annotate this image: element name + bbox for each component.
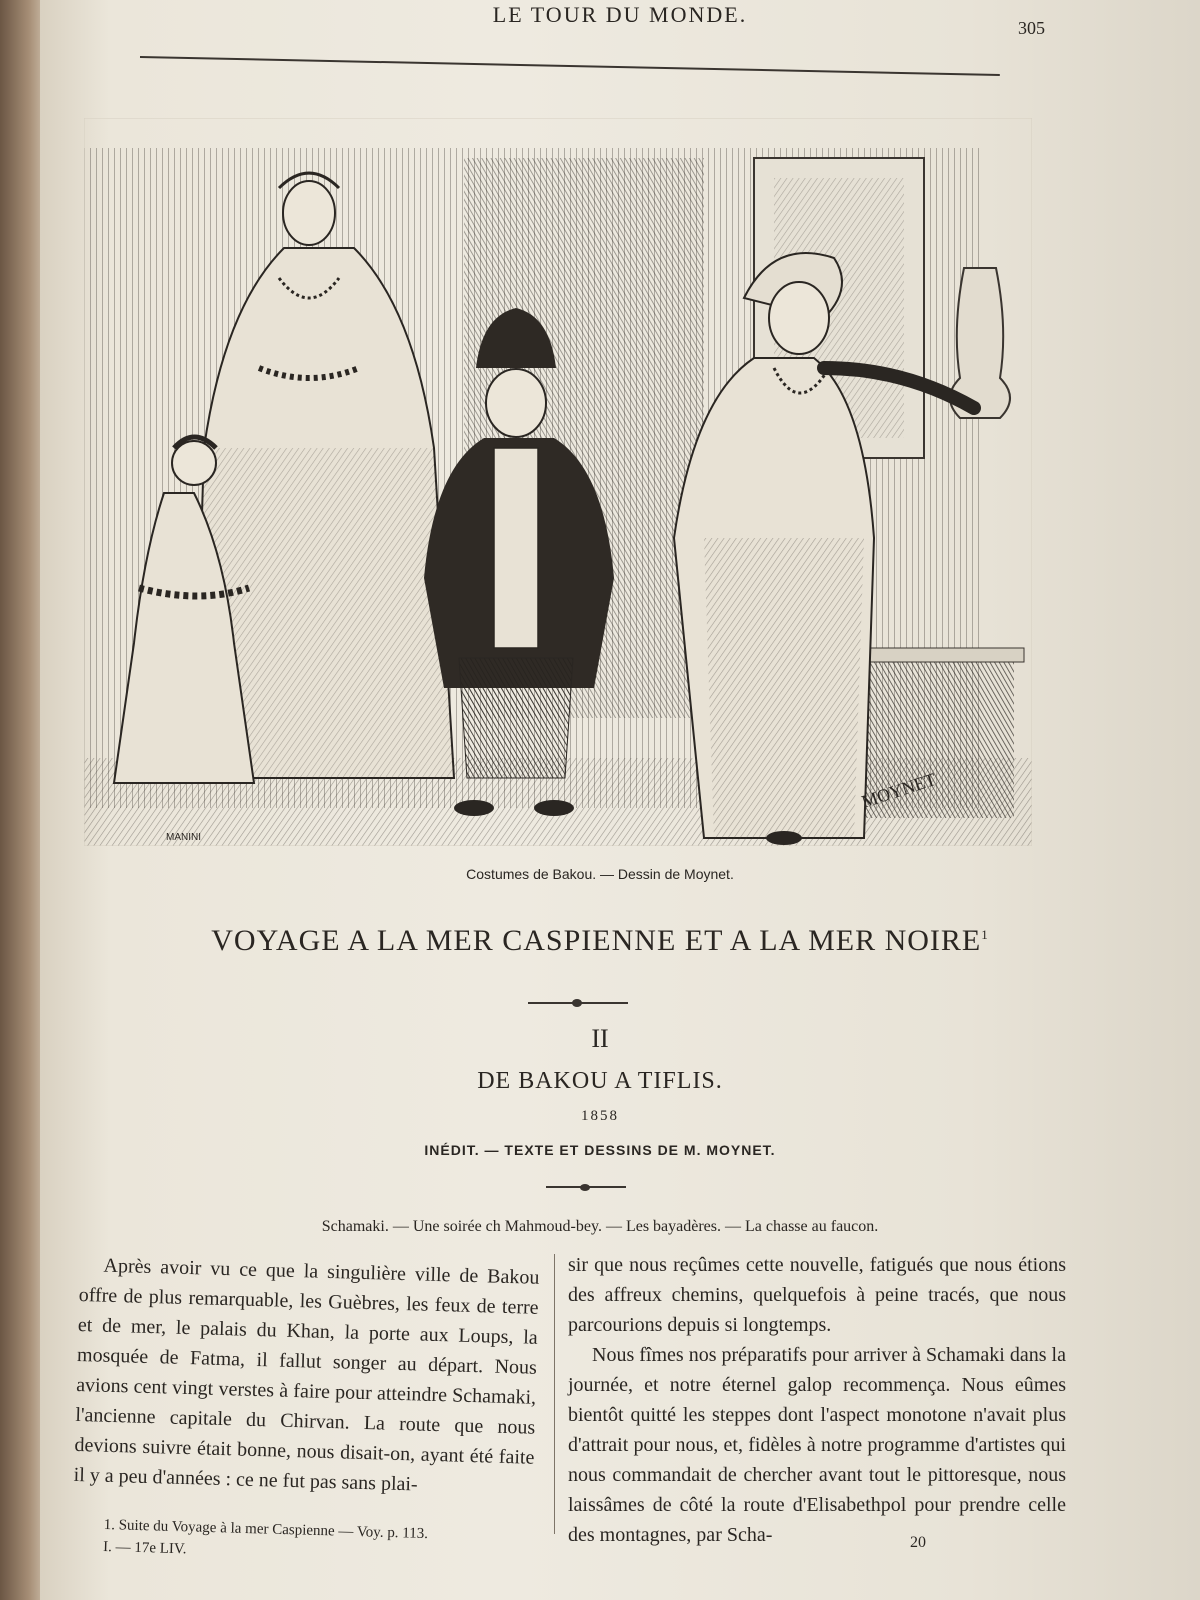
body-paragraph: Nous fîmes nos préparatifs pour arriver à Schamaki dans la journée, et notre éternel galop recommença. Nous eûmes bientôt quitté les steppes dont l'aspect monotone n'avait plus d'attrait pour nous, et, fidèles à notre programme d'artistes qui nous commandait de chercher avant tout le pittoresque, nous laissâmes de côté la route d'Elisabethpol pour prendre celle des montagnes, par Scha- [568, 1344, 1066, 1546]
body-column-right [568, 1250, 1066, 1550]
footnote-line: 1. Suite du Voyage à la mer Caspienne — Voy. p. 113. [103, 1516, 429, 1543]
article-title [40, 924, 1160, 958]
chapter-year: 1858 [581, 1108, 619, 1124]
printer-signature-mark: 20 [910, 1534, 926, 1551]
chapter-number: II [591, 1024, 609, 1053]
artist-signature: MOYNET [859, 768, 939, 812]
engraver-signature: MANINI [166, 832, 201, 843]
footnote [103, 1514, 544, 1570]
running-head: LE TOUR DU MONDE. [492, 2, 748, 27]
title-ornament [528, 1002, 628, 1004]
body-paragraph: sir que nous reçûmes cette nouvelle, fatigués que nous étions des affreux chemins, quelquefois à peine tracés, que nous parcourions depuis si longtemps. [568, 1254, 1066, 1336]
byline-ornament [546, 1186, 626, 1188]
body-column-left [73, 1250, 540, 1503]
engraving-drawing [84, 118, 1032, 846]
chapter-title: DE BAKOU A TIFLIS. [477, 1068, 723, 1094]
chapter-summary: Schamaki. — Une soirée ch Mahmoud-bey. — Les bayadères. — La chasse au faucon. [321, 1218, 879, 1235]
page-number: 305 [1018, 18, 1045, 38]
header-rule [140, 56, 1000, 76]
illustration-caption: Costumes de Bakou. — Dessin de Moynet. [466, 866, 734, 882]
column-divider [554, 1254, 555, 1534]
book-page [40, 0, 1200, 1600]
body-paragraph: Après avoir vu ce que la singulière ville de Bakou offre de plus remarquable, les Guèbres, les feux de terre et de mer, le palais du Khan, la porte aux Loups, la mosquée de Fatma, il fallut songer au départ. Nous avions cent vingt verstes à faire pour atteindre Schamaki, l'ancienne capitale du Chirvan. La route que nous devions suivre était bonne, nous disait-on, ayant été faite il y a peu d'années : ce ne fut pas sans plai- [73, 1254, 540, 1496]
footnote-marker: 1 [981, 927, 989, 942]
footnote-line: I. — 17e LIV. [102, 1538, 187, 1558]
byline: INÉDIT. — TEXTE ET DESSINS DE M. MOYNET. [424, 1142, 776, 1158]
engraving-costumes-de-bakou [84, 118, 1032, 846]
article-title-text: VOYAGE A LA MER CASPIENNE ET A LA MER NOIRE [211, 924, 982, 957]
